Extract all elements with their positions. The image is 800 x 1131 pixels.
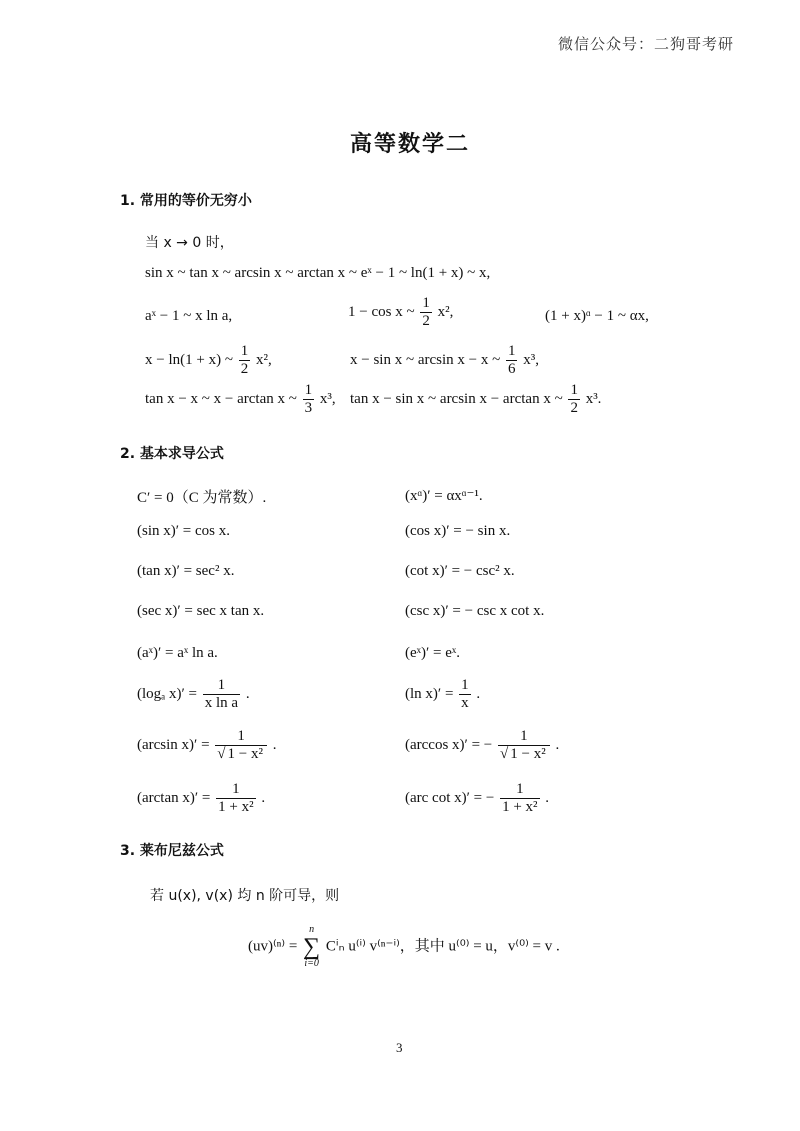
formula-part: . [555, 737, 560, 754]
fraction: $\frac{1}{2}$ [240, 343, 249, 378]
derivative-arccot [405, 781, 549, 817]
fraction: $\frac{1}{2}$ [570, 382, 578, 417]
formula-part: . [545, 790, 550, 807]
section-heading-equivalent-infinitesimals: 1. 常用的等价无穷小 [120, 193, 252, 209]
derivative-constant: C′ = 0（C 为常数）. [137, 490, 267, 506]
fraction: $\frac{1}{6}$ [507, 343, 516, 378]
formula-cos-equivalent [348, 295, 453, 331]
formula-part: (arc cot x)′ = − [405, 790, 495, 807]
formula-tan-equivalent [145, 382, 336, 418]
formula-part: x³. [585, 391, 602, 408]
fraction: $\frac{1}{2}$ [422, 295, 430, 330]
fraction: $\frac{1}{3}$ [304, 382, 313, 417]
sqrt-icon: √ [217, 746, 226, 763]
formula-part: . [261, 790, 266, 807]
derivative-cot: (cot x)′ = − csc² x. [405, 563, 515, 579]
derivative-sec: (sec x)′ = sec x tan x. [137, 603, 265, 619]
derivative-arcsin [137, 728, 277, 764]
formula-part: tan x − x ~ x − arctan x ~ [145, 391, 297, 408]
formula-part: (arcsin x)′ = [137, 737, 210, 754]
formula-part: Cⁱₙ u⁽ⁱ⁾ v⁽ⁿ⁻ⁱ⁾，其中 u⁽⁰⁾ = u，v⁽⁰⁾ = v . [325, 938, 560, 955]
header-watermark: 微信公众号：二狗哥考研 [558, 35, 735, 53]
formula-part: . [245, 686, 250, 703]
derivative-arccos [405, 728, 559, 764]
formula-part: (uv)⁽ⁿ⁾ = [248, 938, 298, 955]
formula-part: . [476, 686, 481, 703]
sqrt-icon: √ [500, 746, 509, 763]
derivative-log-base-a [137, 677, 250, 713]
page-title: 高等数学二 [350, 132, 471, 157]
derivative-power: (xᵅ)′ = αxᵅ⁻¹. [405, 488, 483, 504]
formula-part: x − ln(1 + x) ~ [145, 352, 233, 369]
derivative-exponential: (aˣ)′ = aˣ ln a. [137, 645, 218, 661]
formula-part: (logₐ x)′ = [137, 686, 197, 703]
formula-part: (arccos x)′ = − [405, 737, 493, 754]
formula-part: tan x − sin x ~ arcsin x − arctan x ~ [350, 391, 563, 408]
formula-part: (arctan x)′ = [137, 790, 211, 807]
condition-text: 当 x → 0 时， [145, 235, 234, 251]
derivative-sin: (sin x)′ = cos x. [137, 523, 230, 539]
formula-log-equivalent [145, 343, 272, 379]
formula-part: x − sin x ~ arcsin x − x ~ [350, 352, 501, 369]
fraction: $\frac{1}{\text{1 + x²}}$ [218, 781, 254, 816]
leibniz-condition: 若 u(x), v(x) 均 n 阶可导，则 [150, 888, 340, 904]
formula-exp-equivalent: aˣ − 1 ~ x ln a, [145, 308, 233, 324]
formula-part: x³, [319, 391, 336, 408]
formula-part: 1 − cos x ~ [348, 304, 415, 321]
summation-icon: n ∑ i=0 [303, 924, 321, 969]
leibniz-formula [248, 925, 560, 969]
equivalence-chain: sin x ~ tan x ~ arcsin x ~ arctan x ~ eˣ − 1 ~ ln(1 + x) ~ x, [145, 265, 491, 281]
formula-part: x³, [523, 352, 539, 369]
derivative-cos: (cos x)′ = − sin x. [405, 523, 511, 539]
fraction: $\frac{1}{\text{√ 1 − x²}}$ [215, 728, 267, 764]
derivative-ln [405, 677, 480, 713]
fraction: $\frac{1}{\text{√ 1 − x²}}$ [498, 728, 550, 764]
formula-power-equivalent: (1 + x)ᵅ − 1 ~ αx, [545, 308, 649, 324]
formula-part: (ln x)′ = [405, 686, 454, 703]
section-heading-derivative-formulas: 2. 基本求导公式 [120, 446, 224, 462]
section-heading-leibniz-formula: 3. 莱布尼兹公式 [120, 843, 224, 859]
formula-sin-equivalent [350, 343, 539, 379]
derivative-tan: (tan x)′ = sec² x. [137, 563, 235, 579]
formula-part: x², [255, 352, 272, 369]
formula-part: x², [437, 304, 454, 321]
formula-tan-sin-equivalent [350, 382, 601, 418]
fraction: $\frac{1}{\text{x ln a}}$ [204, 677, 239, 712]
derivative-arctan [137, 781, 265, 817]
derivative-natural-exponential: (eˣ)′ = eˣ. [405, 645, 460, 661]
fraction: $\frac{1}{\text{1 + x²}}$ [502, 781, 538, 816]
fraction: $\frac{1}{x}$ [461, 677, 469, 712]
page-number: 3 [396, 1040, 403, 1055]
derivative-csc: (csc x)′ = − csc x cot x. [405, 603, 545, 619]
formula-part: . [272, 737, 277, 754]
